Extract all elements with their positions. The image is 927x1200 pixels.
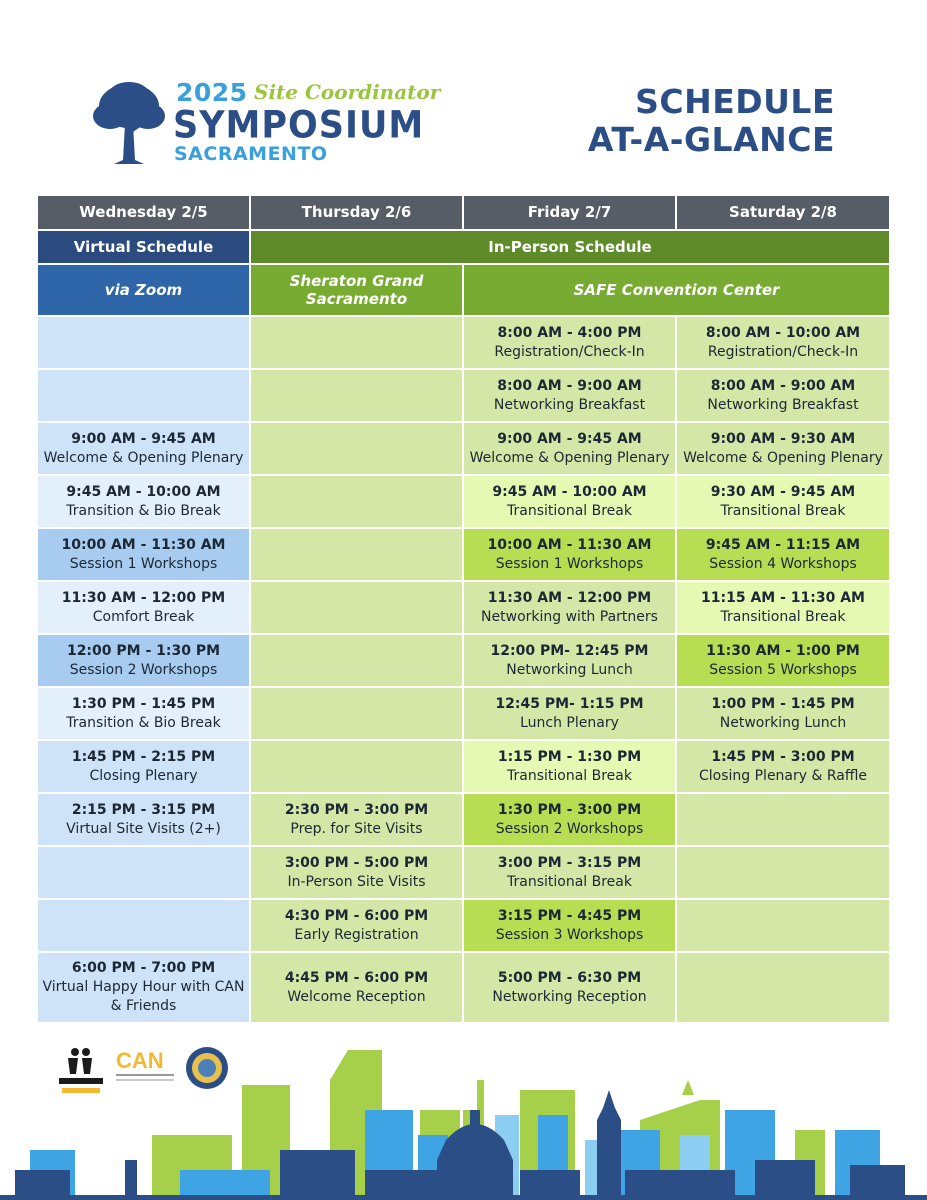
session-label: Networking Breakfast xyxy=(493,396,646,413)
schedule-cell-thursday xyxy=(251,476,462,527)
in-person-schedule-header: In-Person Schedule xyxy=(251,231,889,263)
session-time: 10:00 AM - 11:30 AM xyxy=(487,536,652,553)
session-label: Prep. for Site Visits xyxy=(290,820,423,837)
session-label: Registration/Check-In xyxy=(494,343,645,360)
session-time: 1:00 PM - 1:45 PM xyxy=(711,695,855,712)
schedule-cell-thursday xyxy=(251,900,462,951)
session-time: 11:15 AM - 11:30 AM xyxy=(701,589,865,606)
schedule-cell-wednesday xyxy=(38,900,249,951)
session-time: 9:45 AM - 10:00 AM xyxy=(492,483,647,500)
schedule-cell-friday xyxy=(464,635,675,686)
schedule-cell-friday xyxy=(464,370,675,421)
session-label: Session 2 Workshops xyxy=(495,820,644,837)
schedule-cell-friday xyxy=(464,423,675,474)
venue-sheraton: Sheraton Grand Sacramento xyxy=(251,265,462,315)
session-time: 4:45 PM - 6:00 PM xyxy=(284,969,429,986)
schedule-cell-thursday xyxy=(251,317,462,368)
schedule-cell-thursday xyxy=(251,847,462,898)
schedule-cell-thursday xyxy=(251,741,462,792)
venue-safe-center: SAFE Convention Center xyxy=(464,265,889,315)
session-time: 8:00 AM - 9:00 AM xyxy=(710,377,856,394)
schedule-cell-saturday xyxy=(677,476,889,527)
session-label: Welcome & Opening Plenary xyxy=(683,449,883,466)
svg-text:CAN: CAN xyxy=(116,1048,164,1073)
session-time: 8:00 AM - 9:00 AM xyxy=(497,377,642,394)
session-time: 1:45 PM - 3:00 PM xyxy=(711,748,855,765)
schedule-cell-friday xyxy=(464,953,675,1022)
schedule-cell-thursday xyxy=(251,423,462,474)
schedule-cell-wednesday xyxy=(38,317,249,368)
session-label: Session 2 Workshops xyxy=(69,661,218,678)
schedule-cell-saturday xyxy=(677,794,889,845)
session-label: Transition & Bio Break xyxy=(66,502,221,519)
schedule-cell-friday xyxy=(464,900,675,951)
page-title-line1: SCHEDULE xyxy=(635,82,835,121)
venue-zoom: via Zoom xyxy=(38,265,249,315)
schedule-cell-wednesday xyxy=(38,794,249,845)
schedule-cell-thursday xyxy=(251,582,462,633)
session-label: Closing Plenary & Raffle xyxy=(698,767,868,784)
session-time: 3:15 PM - 4:45 PM xyxy=(497,907,642,924)
tree-logo-icon xyxy=(92,80,166,166)
session-label: Registration/Check-In xyxy=(707,343,859,360)
session-time: 11:30 AM - 12:00 PM xyxy=(61,589,226,606)
session-label: Lunch Plenary xyxy=(520,714,619,731)
session-time: 11:30 AM - 12:00 PM xyxy=(487,589,652,606)
session-label: Session 1 Workshops xyxy=(69,555,218,572)
schedule-cell-wednesday xyxy=(38,476,249,527)
session-time: 3:00 PM - 5:00 PM xyxy=(284,854,429,871)
session-time: 9:45 AM - 11:15 AM xyxy=(705,536,861,553)
schedule-cell-saturday xyxy=(677,529,889,580)
schedule-cell-thursday xyxy=(251,635,462,686)
session-time: 9:00 AM - 9:45 AM xyxy=(71,430,216,447)
schedule-cell-saturday xyxy=(677,370,889,421)
schedule-cell-wednesday xyxy=(38,635,249,686)
schedule-cell-saturday xyxy=(677,688,889,739)
session-time: 5:00 PM - 6:30 PM xyxy=(497,969,642,986)
session-time: 2:15 PM - 3:15 PM xyxy=(71,801,216,818)
session-label: Transitional Break xyxy=(507,873,632,890)
schedule-cell-wednesday xyxy=(38,847,249,898)
session-label: Transitional Break xyxy=(720,608,846,625)
session-label: Welcome & Opening Plenary xyxy=(43,449,244,466)
schedule-cell-wednesday xyxy=(38,370,249,421)
logo-symposium: SYMPOSIUM xyxy=(173,104,425,148)
schedule-cell-friday xyxy=(464,476,675,527)
session-label: Transitional Break xyxy=(507,502,632,519)
page-title-line2: AT-A-GLANCE xyxy=(587,120,835,159)
virtual-schedule-header: Virtual Schedule xyxy=(38,231,249,263)
session-time: 1:30 PM - 1:45 PM xyxy=(71,695,216,712)
schedule-cell-saturday xyxy=(677,953,889,1022)
schedule-cell-wednesday xyxy=(38,741,249,792)
session-time: 8:00 AM - 4:00 PM xyxy=(497,324,642,341)
session-label: Session 3 Workshops xyxy=(495,926,644,943)
schedule-cell-saturday xyxy=(677,847,889,898)
session-time: 11:30 AM - 1:00 PM xyxy=(706,642,860,659)
session-label: Early Registration xyxy=(294,926,419,943)
schedule-cell-thursday xyxy=(251,688,462,739)
session-label: Transitional Break xyxy=(507,767,632,784)
schedule-cell-friday xyxy=(464,847,675,898)
schedule-cell-wednesday xyxy=(38,423,249,474)
schedule-cell-friday xyxy=(464,529,675,580)
schedule-cell-friday xyxy=(464,582,675,633)
city-skyline-illustration xyxy=(0,1040,927,1200)
session-label: Session 5 Workshops xyxy=(709,661,857,678)
schedule-cell-thursday xyxy=(251,953,462,1022)
logo-script-text: Site Coordinator xyxy=(254,80,441,104)
session-label: Networking Reception xyxy=(492,988,647,1005)
session-time: 4:30 PM - 6:00 PM xyxy=(284,907,429,924)
session-time: 9:45 AM - 10:00 AM xyxy=(66,483,221,500)
schedule-cell-saturday xyxy=(677,635,889,686)
session-label: Session 4 Workshops xyxy=(709,555,857,572)
schedule-table xyxy=(38,196,889,1022)
schedule-cell-friday xyxy=(464,317,675,368)
session-time: 8:00 AM - 10:00 AM xyxy=(705,324,861,341)
session-label: Closing Plenary xyxy=(89,767,198,784)
session-label: Welcome Reception xyxy=(287,988,426,1005)
session-label: Comfort Break xyxy=(92,608,195,625)
session-time: 9:00 AM - 9:30 AM xyxy=(710,430,856,447)
session-label: Transitional Break xyxy=(720,502,846,519)
session-time: 1:15 PM - 1:30 PM xyxy=(497,748,642,765)
day-header-friday: Friday 2/7 xyxy=(464,196,675,229)
logo-year: 2025 xyxy=(176,78,248,107)
schedule-cell-saturday xyxy=(677,900,889,951)
schedule-cell-wednesday xyxy=(38,529,249,580)
schedule-cell-friday xyxy=(464,688,675,739)
session-time: 10:00 AM - 11:30 AM xyxy=(61,536,226,553)
logo-city: SACRAMENTO xyxy=(174,143,328,165)
day-header-thursday: Thursday 2/6 xyxy=(251,196,462,229)
schedule-cell-friday xyxy=(464,741,675,792)
session-time: 1:30 PM - 3:00 PM xyxy=(497,801,642,818)
session-time: 6:00 PM - 7:00 PM xyxy=(71,960,216,976)
session-label: Welcome & Opening Plenary xyxy=(469,449,670,466)
session-label: Networking Lunch xyxy=(506,661,633,678)
session-label: In-Person Site Visits xyxy=(287,873,426,890)
session-time: 2:30 PM - 3:00 PM xyxy=(284,801,429,818)
schedule-cell-wednesday xyxy=(38,953,249,1022)
session-label: Virtual Site Visits (2+) xyxy=(66,820,221,837)
schedule-cell-thursday xyxy=(251,794,462,845)
schedule-cell-wednesday xyxy=(38,582,249,633)
schedule-cell-friday xyxy=(464,794,675,845)
session-time: 9:00 AM - 9:45 AM xyxy=(497,430,642,447)
session-time: 3:00 PM - 3:15 PM xyxy=(497,854,642,871)
session-label: Transition & Bio Break xyxy=(66,714,221,731)
schedule-cell-saturday xyxy=(677,582,889,633)
session-time: 9:30 AM - 9:45 AM xyxy=(710,483,856,500)
schedule-cell-wednesday xyxy=(38,688,249,739)
session-label: Virtual Happy Hour with CAN & Friends xyxy=(42,979,245,1014)
schedule-cell-saturday xyxy=(677,423,889,474)
session-label: Networking Breakfast xyxy=(707,396,859,413)
session-label: Networking with Partners xyxy=(481,608,658,625)
session-time: 12:00 PM- 12:45 PM xyxy=(490,642,649,659)
day-header-saturday: Saturday 2/8 xyxy=(677,196,889,229)
schedule-cell-thursday xyxy=(251,529,462,580)
schedule-cell-thursday xyxy=(251,370,462,421)
session-label: Session 1 Workshops xyxy=(495,555,644,572)
session-label: Networking Lunch xyxy=(719,714,847,731)
session-time: 1:45 PM - 2:15 PM xyxy=(71,748,216,765)
session-time: 12:00 PM - 1:30 PM xyxy=(66,642,221,659)
schedule-cell-saturday xyxy=(677,317,889,368)
day-header-wednesday: Wednesday 2/5 xyxy=(38,196,249,229)
schedule-cell-saturday xyxy=(677,741,889,792)
session-time: 12:45 PM- 1:15 PM xyxy=(495,695,644,712)
